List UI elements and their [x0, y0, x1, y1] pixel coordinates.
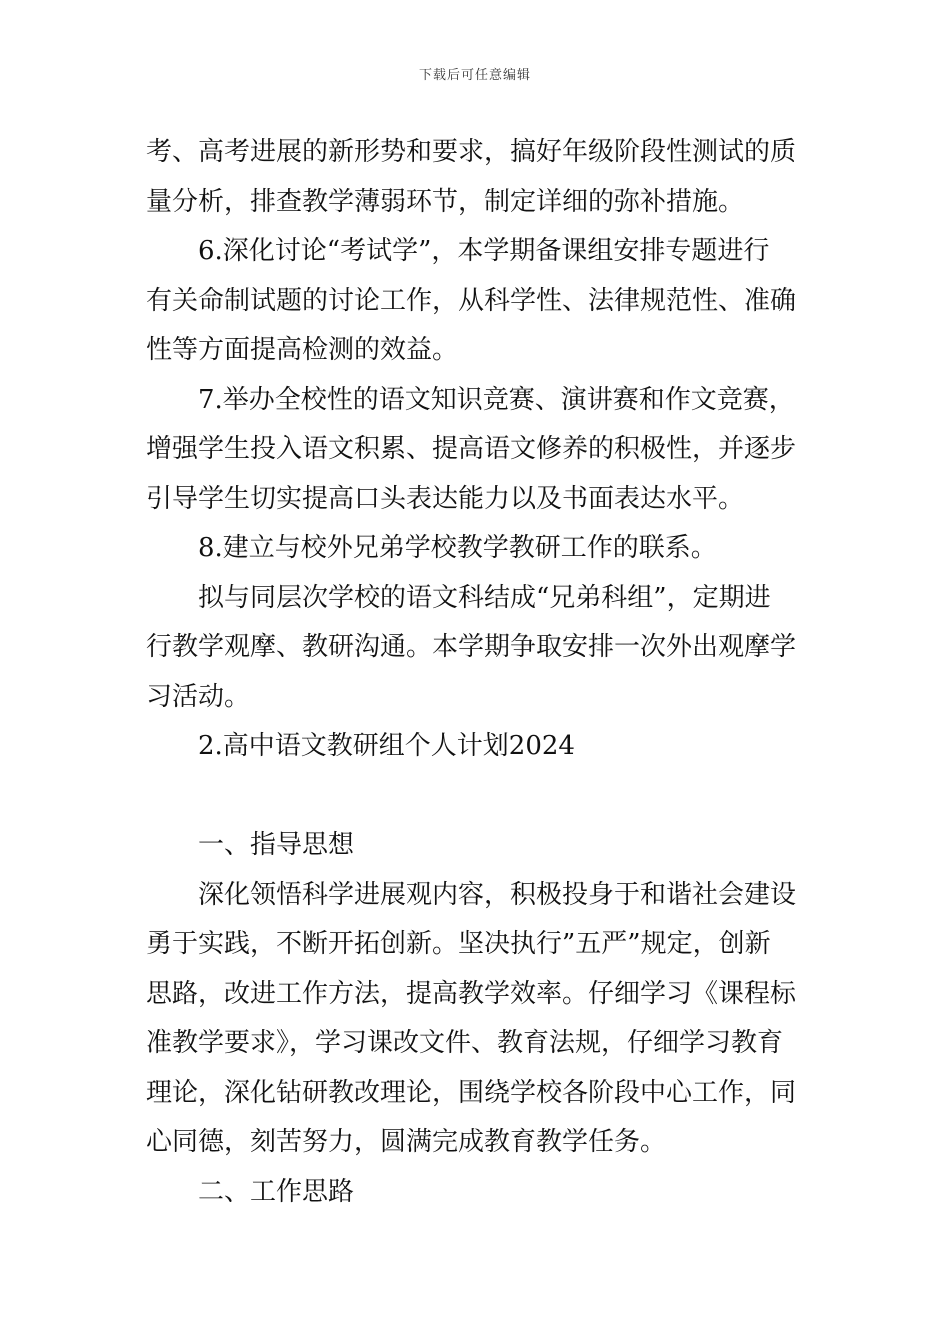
- list-item-7: 7.举办全校性的语文知识竞赛、演讲赛和作文竞赛，: [198, 384, 795, 415]
- paragraph-line: 心同德，刻苦努力，圆满完成教育教学任务。: [146, 1127, 667, 1157]
- section-title: 2.高中语文教研组个人计划2024: [198, 731, 575, 761]
- page-header-note: 下载后可任意编辑: [418, 68, 531, 83]
- paragraph-line: 勇于实践，不断开拓创新。坚决执行”五严”规定，创新: [146, 929, 771, 959]
- paragraph-line: 习活动。: [146, 681, 251, 712]
- paragraph-line: 量分析，排查教学薄弱环节，制定详细的弥补措施。: [146, 186, 745, 217]
- heading-work-ideas: 二、工作思路: [198, 1176, 355, 1207]
- paragraph-line: 有关命制试题的讨论工作，从科学性、法律规范性、准确: [146, 285, 797, 316]
- paragraph-line: 性等方面提高检测的效益。: [146, 335, 459, 365]
- paragraph-line: 思路，改进工作方法，提高教学效率。仔细学习《课程标: [146, 978, 797, 1009]
- paragraph-line: 准教学要求》，学习课改文件、教育法规，仔细学习教育: [146, 1028, 784, 1058]
- document-body: [146, 128, 806, 1217]
- paragraph-line: 行教学观摩、教研沟通。本学期争取安排一次外出观摩学: [146, 632, 797, 662]
- heading-guiding-thought: 一、指导思想: [198, 830, 355, 860]
- paragraph-line: 理论，深化钻研教改理论，围绕学校各阶段中心工作，同: [146, 1077, 797, 1108]
- blank-gap: [146, 772, 806, 822]
- list-item-6: 6.深化讨论“考试学”，本学期备课组安排专题进行: [198, 236, 770, 266]
- list-item-8: 8.建立与校外兄弟学校教学教研工作的联系。: [198, 533, 717, 563]
- paragraph-line: 增强学生投入语文积累、提高语文修养的积极性，并逐步: [146, 434, 797, 464]
- paragraph-line: 深化领悟科学进展观内容，积极投身于和谐社会建设: [198, 879, 797, 910]
- paragraph-line: 引导学生切实提高口头表达能力以及书面表达水平。: [146, 483, 745, 514]
- paragraph-line: 拟与同层次学校的语文科结成“兄弟科组”，定期进: [198, 582, 771, 613]
- paragraph-line: 考、高考进展的新形势和要求，搞好年级阶段性测试的质: [146, 137, 797, 167]
